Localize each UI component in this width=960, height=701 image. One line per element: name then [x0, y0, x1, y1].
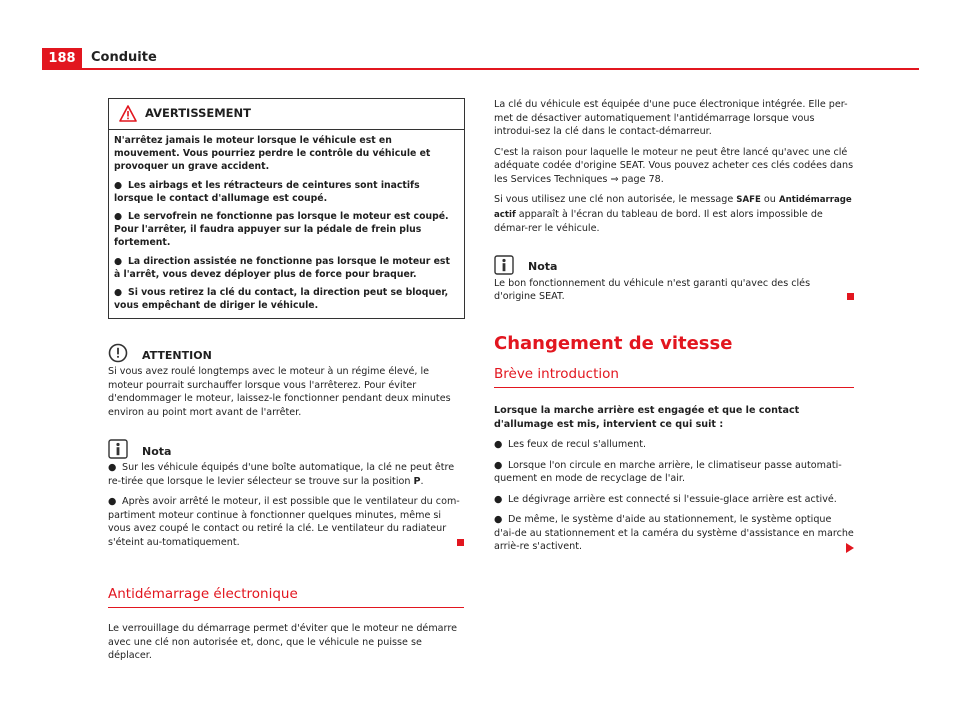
- running-header-title: Conduite: [91, 50, 157, 65]
- antidemarrage-text: Le verrouillage du démarrage permet d'éviter que le moteur ne démarre avec une clé non autorisée et, donc, que le véhicule ne puisse se déplacer.: [108, 623, 457, 662]
- note-header: [108, 433, 464, 459]
- reverse-bullet: ● Lorsque l'on circule en marche arrière, le climatiseur passe automati-quement en mode de recyclage de l'air.: [494, 459, 842, 484]
- warning-bullet: ● La direction assistée ne fonctionne pas lorsque le moteur est à l'arrêt, vous devez déployer plus de force pour braquer.: [114, 255, 450, 280]
- chapter-title: Changement de vitesse: [494, 332, 733, 354]
- reverse-bullet: ● Le dégivrage arrière est connecté si l'essuie-glace arrière est activé.: [494, 493, 837, 505]
- reverse-bullet: ● De même, le système d'aide au stationnement, le système optique d'ai-de au stationnement et la caméra du système d'assistance en marche arriè-re s'activent.: [494, 514, 854, 552]
- section-title-breve-introduction: Brève introduction: [494, 366, 854, 388]
- warning-body: [109, 130, 464, 318]
- attention-circle-icon: [108, 343, 128, 363]
- note-text: Le bon fonctionnement du véhicule n'est garanti qu'avec des clés d'origine SEAT.: [494, 277, 854, 304]
- header-rule: [42, 68, 919, 70]
- warning-triangle-icon: [119, 105, 137, 122]
- attention-title: ATTENTION: [142, 348, 212, 362]
- reverse-bullet: ● Les feux de recul s'allument.: [494, 439, 647, 450]
- unauthorized-key-paragraph: Si vous utilisez une clé non autorisée, le message SAFE ou Antidémarrage actif apparaît à l'écran du tableau de bord. Il est alors impossible de démar-rer le véhicule.: [494, 194, 852, 234]
- warning-bullet: ● Les airbags et les rétracteurs de ceintures sont inactifs lorsque le contact d'allumage est coupé.: [114, 179, 420, 204]
- reverse-gear-intro: Lorsque la marche arrière est engagée et que le contact d'allumage est mis, intervient ce qui suit :: [494, 405, 800, 430]
- warning-box: [108, 98, 465, 319]
- end-of-section-marker: [847, 293, 854, 300]
- coded-key-paragraph: C'est la raison pour laquelle le moteur ne peut être lancé qu'avec une clé adéquate codée d'origine SEAT. Vous pouvez acheter ces clés codées dans les Services Techniques ⇒ page 78.: [494, 146, 854, 185]
- warning-intro: N'arrêtez jamais le moteur lorsque le véhicule est en mouvement. Vous pourriez perdre le contrôle du véhicule et provoquer un grave accident.: [114, 135, 431, 173]
- attention-text: Si vous avez roulé longtemps avec le moteur à un régime élevé, le moteur pourrait surchauffer lorsque vous l'arrêterez. Pour éviter d'endommager le moteur, laissez-le fonctionner pendant deux minutes environ au point mort avant de l'arrêter.: [108, 366, 451, 418]
- note-header: [494, 249, 854, 275]
- left-column: [108, 98, 464, 670]
- warning-title: AVERTISSEMENT: [145, 106, 252, 121]
- continue-arrow-icon: [846, 543, 854, 553]
- warning-header: [109, 99, 464, 130]
- note-bullet: ● Sur les véhicule équipés d'une boîte automatique, la clé ne peut être re-tirée que lorsque le levier sélecteur se trouve sur la position P.: [108, 462, 455, 487]
- page-number: 188: [42, 48, 82, 68]
- right-column: [494, 98, 854, 561]
- attention-header: [108, 337, 464, 363]
- info-note-icon: [108, 439, 128, 459]
- note-bullet: ● Après avoir arrêté le moteur, il est possible que le ventilateur du com-partiment moteur continue à fonctionner quelques minutes, même si vous avez coupé le contact ou retiré la clé. Le ventilateur du radiateur s'éteint au-tomatiquement.: [108, 495, 464, 549]
- note-title: Nota: [528, 260, 558, 273]
- note-title: Nota: [142, 444, 172, 458]
- section-title-antidemarrage: Antidémarrage électronique: [108, 586, 464, 608]
- chip-key-paragraph: La clé du véhicule est équipée d'une puce électronique intégrée. Elle per-met de désactiver automatiquement l'antidémarrage lorsque vous introdui-sez la clé dans le contact-démarreur.: [494, 99, 848, 137]
- end-of-section-marker: [457, 539, 464, 546]
- warning-bullet: ● Le servofrein ne fonctionne pas lorsque le moteur est coupé. Pour l'arrêter, il faudra appuyer sur la pédale de frein plus fortement.: [114, 211, 449, 249]
- warning-bullet: ● Si vous retirez la clé du contact, la direction peut se bloquer, vous empêchant de diriger le véhicule.: [114, 287, 449, 312]
- info-note-icon: [494, 255, 514, 275]
